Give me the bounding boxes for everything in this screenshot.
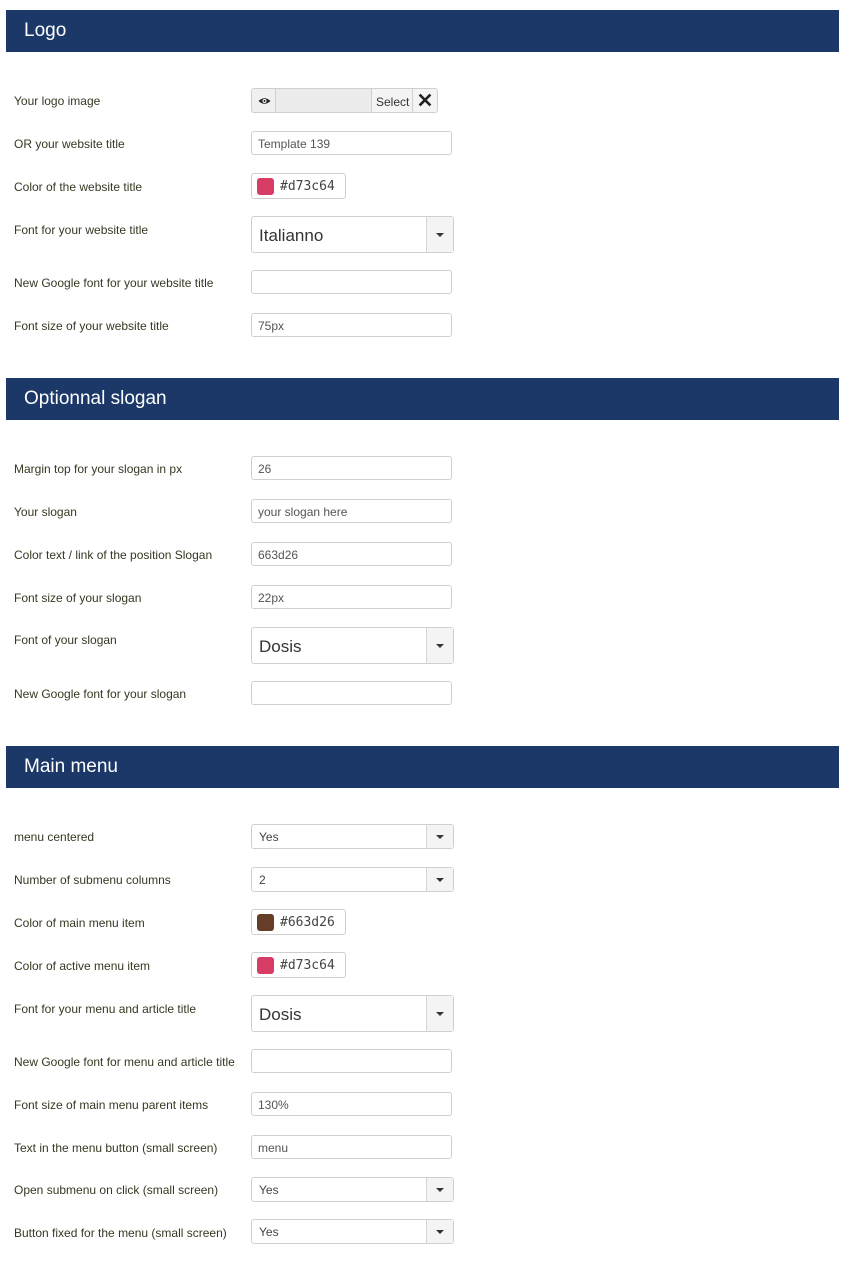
caret-down-icon — [436, 1012, 444, 1016]
menu-google-font-input[interactable] — [251, 1049, 452, 1073]
menu-centered-select[interactable] — [251, 824, 454, 849]
fixed-button-select[interactable] — [251, 1219, 454, 1244]
logo-image-label: Your logo image — [14, 94, 101, 108]
menu-item-color-label: Color of main menu item — [14, 916, 145, 930]
section-title: Logo — [24, 20, 67, 41]
color-swatch[interactable] — [257, 957, 274, 974]
caret-down-icon — [436, 1230, 444, 1234]
google-font-input[interactable] — [251, 270, 452, 294]
title-font-size-label: Font size of your website title — [14, 319, 169, 333]
menu-google-font-label: New Google font for menu and article title — [14, 1055, 235, 1069]
caret-down-icon — [436, 644, 444, 648]
slogan-margin-label: Margin top for your slogan in px — [14, 462, 183, 476]
title-font-select[interactable] — [251, 216, 454, 253]
slogan-section-header — [6, 378, 839, 420]
website-title-label: OR your website title — [14, 137, 125, 151]
menu-button-text-label: Text in the menu button (small screen) — [14, 1141, 218, 1155]
active-color-picker[interactable] — [251, 952, 346, 978]
caret-down-icon — [436, 233, 444, 237]
slogan-label: Your slogan — [14, 505, 77, 519]
dropdown-button[interactable] — [426, 1220, 453, 1243]
clear-image-button[interactable] — [412, 88, 438, 113]
menu-font-label: Font for your menu and article title — [14, 1002, 197, 1016]
caret-down-icon — [436, 1188, 444, 1192]
slogan-google-font-label: New Google font for your slogan — [14, 687, 187, 701]
dropdown-button[interactable] — [426, 996, 453, 1031]
title-font-label: Font for your website title — [14, 223, 149, 237]
section-title: Main menu — [24, 756, 118, 777]
dropdown-button[interactable] — [426, 217, 453, 252]
selected-value: 2 — [259, 873, 266, 887]
selected-value: Yes — [259, 830, 279, 844]
submenu-columns-select[interactable] — [251, 867, 454, 892]
active-color-label: Color of active menu item — [14, 959, 151, 973]
google-font-label: New Google font for your website title — [14, 276, 214, 290]
menu-button-text-input[interactable]: menu — [251, 1135, 452, 1159]
logo-section-header — [6, 10, 839, 52]
select-image-button[interactable]: Select — [371, 88, 413, 113]
logo-image-path-field[interactable] — [275, 88, 372, 113]
logo-image-picker — [251, 88, 438, 113]
slogan-color-input[interactable]: 663d26 — [251, 542, 452, 566]
preview-button[interactable] — [251, 88, 276, 113]
color-hex-value: #663d26 — [280, 915, 335, 930]
selected-value: Yes — [259, 1225, 279, 1239]
dropdown-button[interactable] — [426, 868, 453, 891]
open-on-click-select[interactable] — [251, 1177, 454, 1202]
selected-font: Dosis — [259, 1005, 302, 1024]
open-on-click-label: Open submenu on click (small screen) — [14, 1183, 219, 1197]
selected-value: Yes — [259, 1183, 279, 1197]
slogan-margin-input[interactable]: 26 — [251, 456, 452, 480]
color-swatch[interactable] — [257, 914, 274, 931]
dropdown-button[interactable] — [426, 825, 453, 848]
menu-item-color-picker[interactable] — [251, 909, 346, 935]
website-title-input[interactable]: Template 139 — [251, 131, 452, 155]
parent-size-label: Font size of main menu parent items — [14, 1098, 209, 1112]
submenu-columns-label: Number of submenu columns — [14, 873, 171, 887]
title-color-picker[interactable] — [251, 173, 346, 199]
title-color-label: Color of the website title — [14, 180, 143, 194]
slogan-font-select[interactable] — [251, 627, 454, 664]
selected-font: Dosis — [259, 637, 302, 656]
title-font-size-input[interactable]: 75px — [251, 313, 452, 337]
slogan-color-label: Color text / link of the position Slogan — [14, 548, 213, 562]
slogan-font-size-input[interactable]: 22px — [251, 585, 452, 609]
fixed-button-label: Button fixed for the menu (small screen) — [14, 1226, 227, 1240]
caret-down-icon — [436, 878, 444, 882]
color-hex-value: #d73c64 — [280, 958, 335, 973]
parent-size-input[interactable]: 130% — [251, 1092, 452, 1116]
menu-font-select[interactable] — [251, 995, 454, 1032]
eye-icon — [252, 89, 277, 114]
slogan-font-size-label: Font size of your slogan — [14, 591, 142, 605]
slogan-font-label: Font of your slogan — [14, 633, 117, 647]
dropdown-button[interactable] — [426, 1178, 453, 1201]
close-icon — [413, 89, 437, 112]
menu-centered-label: menu centered — [14, 830, 95, 844]
caret-down-icon — [436, 835, 444, 839]
selected-font: Italianno — [259, 226, 324, 245]
menu-section-header — [6, 746, 839, 788]
color-hex-value: #d73c64 — [280, 179, 335, 194]
slogan-input[interactable]: your slogan here — [251, 499, 452, 523]
dropdown-button[interactable] — [426, 628, 453, 663]
slogan-google-font-input[interactable] — [251, 681, 452, 705]
color-swatch[interactable] — [257, 178, 274, 195]
section-title: Optionnal slogan — [24, 388, 167, 409]
